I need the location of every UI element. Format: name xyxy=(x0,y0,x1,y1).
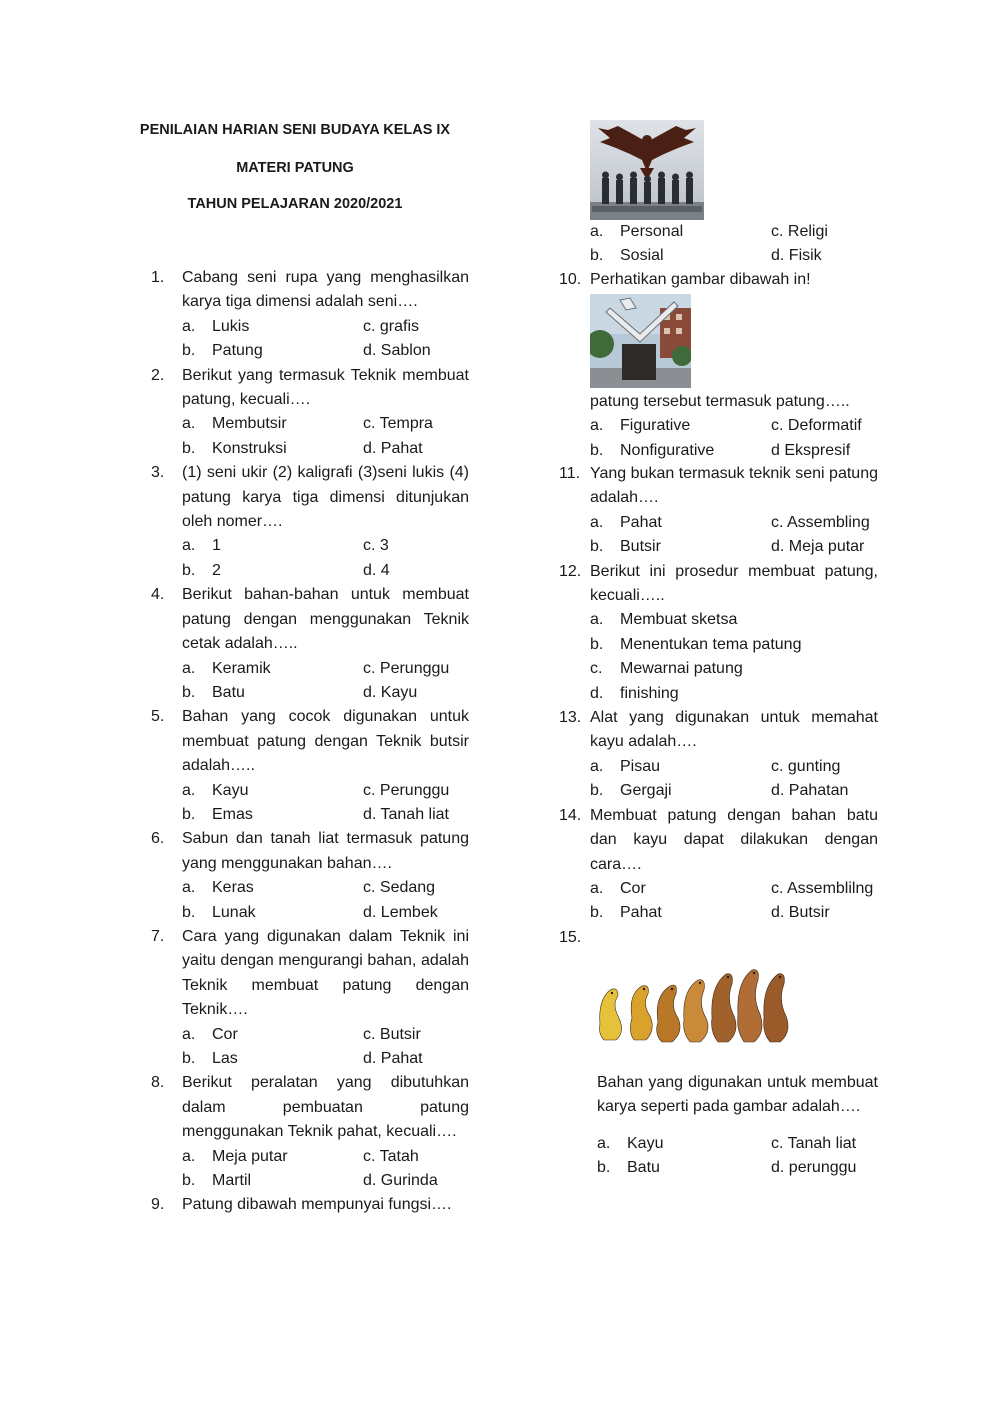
question-text: Perhatikan gambar dibawah in! xyxy=(590,271,811,288)
option-c[interactable]: c. Assembling xyxy=(771,513,870,531)
option-c[interactable]: c. 3 xyxy=(363,537,389,555)
question-text: Yang bukan termasuk teknik seni patung adalah…. xyxy=(590,465,878,507)
option-d[interactable]: d. finishing xyxy=(590,684,679,702)
question-5 xyxy=(151,705,469,827)
option-b[interactable]: b. 2 xyxy=(182,561,221,579)
option-d[interactable]: d. Kayu xyxy=(363,683,418,701)
options xyxy=(182,1023,469,1072)
option-a[interactable]: a. Pahat xyxy=(590,513,662,531)
right-column-questions xyxy=(559,462,878,950)
option-b[interactable]: b. Martil xyxy=(182,1172,252,1190)
question-text: Berikut yang termasuk Teknik membuat patung, kecuali…. xyxy=(182,366,469,409)
question-number: 2. xyxy=(151,366,165,384)
question-text: Patung dibawah mempunyai fungsi…. xyxy=(182,1196,452,1214)
question-10 xyxy=(559,268,878,292)
option-d[interactable]: d. Pahat xyxy=(363,1050,423,1067)
wooden-ducks-image xyxy=(592,960,804,1054)
question-text: Berikut peralatan yang dibutuhkan dalam pembuatan patung menggunakan Teknik pahat, kecuali…. xyxy=(182,1074,469,1141)
option-a[interactable]: a. Meja putar xyxy=(182,1147,288,1165)
question-number: 1. xyxy=(151,269,165,286)
question-number: 10. xyxy=(559,271,582,288)
question-15 xyxy=(559,926,878,950)
option-b[interactable]: b. Gergaji xyxy=(590,782,672,800)
option-c[interactable]: c. grafis xyxy=(363,317,420,335)
question-text: Cara yang digunakan dalam Teknik ini yaitu dengan mengurangi bahan, adalah Teknik membuat patung dengan Teknik…. xyxy=(182,927,469,1019)
q9-options xyxy=(590,220,878,269)
option-a[interactable]: a. Figurative xyxy=(590,417,691,435)
question-number: 7. xyxy=(151,927,165,945)
question-4 xyxy=(151,583,469,705)
option-a[interactable]: a. Cor xyxy=(590,879,646,897)
option-b[interactable]: b. Batu xyxy=(182,683,245,701)
question-number: 3. xyxy=(151,464,165,482)
question-number: 13. xyxy=(559,709,582,727)
page-title: PENILAIAN HARIAN SENI BUDAYA KELAS IX xyxy=(139,122,451,138)
options xyxy=(182,534,469,583)
option-c[interactable]: c. Tanah liat xyxy=(771,1134,857,1152)
option-d[interactable]: d. Butsir xyxy=(771,904,830,922)
option-d[interactable]: d. Tanah liat xyxy=(363,805,449,823)
question-number: 14. xyxy=(559,806,582,824)
option-a[interactable]: a. Membutsir xyxy=(182,415,287,433)
question-8 xyxy=(151,1071,469,1193)
option-c[interactable]: c. Perunggu xyxy=(363,781,450,799)
option-c[interactable]: c. Mewarnai patung xyxy=(590,660,743,678)
question-text: Bahan yang cocok digunakan untuk membuat patung dengan Teknik butsir adalah….. xyxy=(182,708,469,775)
page-subtitle: MATERI PATUNG xyxy=(236,160,354,176)
school-year: TAHUN PELAJARAN 2020/2021 xyxy=(187,196,403,212)
question-13 xyxy=(559,706,878,804)
option-b[interactable]: b. Lunak xyxy=(182,903,256,921)
option-b[interactable]: b. Menentukan tema patung xyxy=(590,635,802,653)
question-number: 9. xyxy=(151,1196,165,1214)
option-d[interactable]: d. 4 xyxy=(363,561,390,579)
option-a[interactable]: a. Membuat sketsa xyxy=(590,611,738,629)
option-d[interactable]: d. Fisik xyxy=(771,247,822,265)
option-a[interactable]: a. Kayu xyxy=(597,1134,664,1152)
question-2 xyxy=(151,364,469,462)
abstract-monument-image xyxy=(590,294,691,388)
option-d[interactable]: d. Pahat xyxy=(363,439,423,457)
option-c[interactable]: c. Sedang xyxy=(363,879,436,897)
option-a[interactable]: a. Lukis xyxy=(182,317,250,335)
option-d[interactable]: d. Lembek xyxy=(363,903,438,921)
option-b[interactable]: b. Sosial xyxy=(590,247,664,265)
option-c[interactable]: c. Tempra xyxy=(363,415,433,433)
options xyxy=(182,657,469,706)
left-column xyxy=(151,266,469,1218)
option-d[interactable]: d. Pahatan xyxy=(771,782,849,800)
question-7 xyxy=(151,925,469,1071)
option-c[interactable]: c. Religi xyxy=(771,223,828,240)
option-b[interactable]: b. Emas xyxy=(182,805,253,823)
option-b[interactable]: b. Batu xyxy=(597,1159,660,1177)
question-text xyxy=(590,926,878,950)
question-14 xyxy=(559,804,878,926)
option-b[interactable]: b. Nonfigurative xyxy=(590,441,715,459)
question-number: 12. xyxy=(559,562,582,580)
question-text: Alat yang digunakan untuk memahat kayu adalah…. xyxy=(590,709,878,751)
option-c[interactable]: c. Tatah xyxy=(363,1147,419,1165)
question-text: Berikut bahan-bahan untuk membuat patung dengan menggunakan Teknik cetak adalah….. xyxy=(182,586,469,653)
question-6 xyxy=(151,827,469,925)
garuda-monument-image xyxy=(590,120,704,220)
option-b[interactable]: b. Las xyxy=(182,1050,238,1067)
options xyxy=(182,779,469,828)
option-a[interactable]: a. Pisau xyxy=(590,757,661,775)
question-number: 8. xyxy=(151,1074,165,1092)
question-text-continued: Bahan yang digunakan untuk membuat karya seperti pada gambar adalah…. xyxy=(597,1074,878,1116)
question-text: Sabun dan tanah liat termasuk patung yang menggunakan bahan…. xyxy=(182,830,469,872)
options xyxy=(182,315,469,364)
option-b[interactable]: b. Butsir xyxy=(590,538,661,556)
option-c[interactable]: c. Assemblilng xyxy=(771,879,874,897)
question-9 xyxy=(151,1193,469,1217)
option-d[interactable]: d. Meja putar xyxy=(771,538,865,556)
question-number: 4. xyxy=(151,586,165,604)
question-number: 6. xyxy=(151,830,165,848)
option-d[interactable]: d. Gurinda xyxy=(363,1172,438,1190)
question-15-body xyxy=(597,1071,878,1181)
option-b[interactable]: b. Pahat xyxy=(590,904,662,922)
option-c[interactable]: c. Perunggu xyxy=(363,659,450,677)
option-d[interactable]: d Ekspresif xyxy=(771,441,851,459)
question-text-continued: patung tersebut termasuk patung….. xyxy=(590,393,850,410)
option-a[interactable]: a. Keramik xyxy=(182,659,271,677)
option-d[interactable]: d. Sablon xyxy=(363,342,431,360)
option-c[interactable]: c. Deformatif xyxy=(771,417,862,435)
option-d[interactable]: d. perunggu xyxy=(771,1159,857,1177)
question-number: 11. xyxy=(559,465,581,482)
option-a[interactable]: a. Personal xyxy=(590,223,684,240)
option-a[interactable]: a. 1 xyxy=(182,537,221,555)
option-b[interactable]: b. Patung xyxy=(182,342,263,360)
options xyxy=(182,412,469,461)
question-text: (1) seni ukir (2) kaligrafi (3)seni lukis (4) patung karya tiga dimensi ditunjukan oleh nomer…. xyxy=(182,464,469,531)
question-text: Membuat patung dengan bahan batu dan kayu dapat dilakukan dengan cara…. xyxy=(590,806,878,873)
question-3 xyxy=(151,461,469,583)
question-1 xyxy=(151,266,469,364)
question-11 xyxy=(559,462,878,560)
question-text: Cabang seni rupa yang menghasilkan karya tiga dimensi adalah seni…. xyxy=(182,269,469,311)
question-number: 15. xyxy=(559,928,582,946)
options xyxy=(182,1145,469,1194)
option-a[interactable]: a. Keras xyxy=(182,879,254,897)
question-text: Berikut ini prosedur membuat patung, kecuali….. xyxy=(590,562,878,605)
option-c[interactable]: c. gunting xyxy=(771,757,841,775)
option-a[interactable]: a. Cor xyxy=(182,1025,238,1043)
option-b[interactable]: b. Konstruksi xyxy=(182,439,287,457)
question-number: 5. xyxy=(151,708,165,726)
options xyxy=(182,876,469,925)
option-c[interactable]: c. Butsir xyxy=(363,1025,421,1043)
option-a[interactable]: a. Kayu xyxy=(182,781,249,799)
question-12 xyxy=(559,560,878,706)
question-10-body xyxy=(590,390,878,463)
